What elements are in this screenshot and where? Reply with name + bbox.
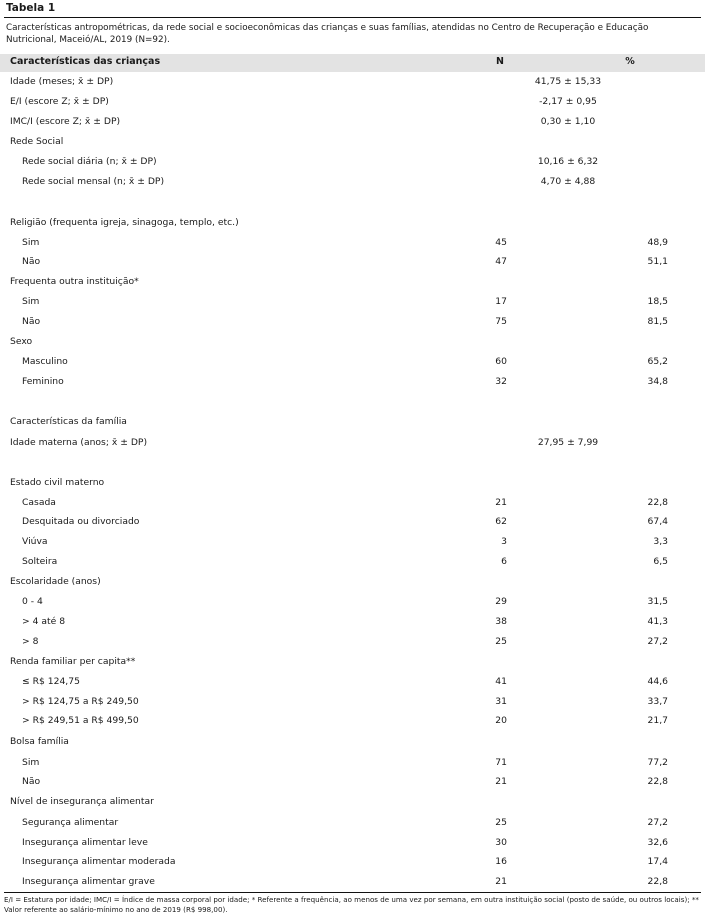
row-percent: 44,6 [647, 676, 668, 687]
row-label: Casada [22, 497, 56, 508]
table-row [0, 437, 705, 453]
row-label: ≤ R$ 124,75 [22, 676, 80, 687]
row-n: 6 [501, 556, 507, 567]
row-label: IMC/I (escore Z; x̄ ± DP) [10, 116, 121, 127]
row-percent: 27,2 [647, 636, 668, 647]
row-label: Insegurança alimentar moderada [22, 856, 176, 867]
row-n: 25 [495, 636, 507, 647]
row-n: 21 [495, 776, 507, 787]
table-row [0, 817, 705, 833]
row-label: Bolsa família [10, 736, 69, 747]
table-row [0, 416, 705, 432]
row-label: Rede social diária (n; x̄ ± DP) [22, 156, 157, 167]
table-row [0, 116, 705, 132]
row-mean-sd: 41,75 ± 15,33 [534, 76, 602, 87]
table-row [0, 696, 705, 712]
row-n: 38 [495, 616, 507, 627]
row-label: Nível de insegurança alimentar [10, 796, 154, 807]
row-n: 45 [495, 237, 507, 248]
row-label: Idade (meses; x̄ ± DP) [10, 76, 114, 87]
table-row [0, 596, 705, 612]
row-percent: 34,8 [647, 376, 668, 387]
row-label: Frequenta outra instituição* [10, 276, 139, 287]
row-mean-sd: 27,95 ± 7,99 [537, 437, 599, 448]
row-mean-sd: 10,16 ± 6,32 [537, 156, 599, 167]
table-row [0, 376, 705, 392]
header-characteristics: Características das crianças [10, 56, 161, 67]
top-rule [4, 17, 701, 18]
row-n: 21 [495, 497, 507, 508]
row-n: 31 [495, 696, 507, 707]
row-label: 0 - 4 [22, 596, 43, 607]
row-n: 41 [495, 676, 507, 687]
row-percent: 21,7 [647, 715, 668, 726]
row-n: 29 [495, 596, 507, 607]
table-row [0, 497, 705, 513]
row-label: Insegurança alimentar leve [22, 837, 148, 848]
row-label: > R$ 249,51 a R$ 499,50 [22, 715, 139, 726]
row-mean-sd: 4,70 ± 4,88 [540, 176, 596, 187]
row-percent: 22,8 [647, 497, 668, 508]
row-n: 25 [495, 817, 507, 828]
row-percent: 18,5 [647, 296, 668, 307]
table-caption: Características antropométricas, da rede social e socioeconômicas das crianças e suas famílias, atendidas no Centro de Recuperação e Educação Nutricional, Maceió/AL, 2019 (N=92). [6, 23, 649, 45]
table-row [0, 536, 705, 552]
table-row [0, 856, 705, 872]
row-label: > R$ 124,75 a R$ 249,50 [22, 696, 139, 707]
row-label: Sexo [10, 336, 33, 347]
table-row [0, 276, 705, 292]
row-percent: 67,4 [647, 516, 668, 527]
row-label: Masculino [22, 356, 68, 367]
row-percent: 6,5 [653, 556, 668, 567]
row-percent: 17,4 [647, 856, 668, 867]
row-label: E/I (escore Z; x̄ ± DP) [10, 96, 109, 107]
row-mean-sd: -2,17 ± 0,95 [539, 96, 597, 107]
row-percent: 32,6 [647, 837, 668, 848]
table-row [0, 837, 705, 853]
table-row [0, 336, 705, 352]
row-percent: 31,5 [647, 596, 668, 607]
row-label: Não [22, 316, 41, 327]
header-n: N [496, 56, 504, 67]
table-row [0, 796, 705, 812]
table-row [0, 736, 705, 752]
table-row [0, 136, 705, 152]
row-percent: 27,2 [647, 817, 668, 828]
row-label: Rede Social [10, 136, 64, 147]
table-row [0, 176, 705, 192]
row-n: 20 [495, 715, 507, 726]
row-percent: 22,8 [647, 876, 668, 887]
row-label: Desquitada ou divorciado [22, 516, 140, 527]
row-label: Não [22, 776, 41, 787]
row-label: Segurança alimentar [22, 817, 119, 828]
table-row [0, 76, 705, 92]
row-percent: 51,1 [647, 256, 668, 267]
table-row [0, 477, 705, 493]
table-row [0, 96, 705, 112]
table-row [0, 876, 705, 892]
row-label: > 4 até 8 [22, 616, 66, 627]
table-row [0, 636, 705, 652]
table-row [0, 776, 705, 792]
table-row [0, 757, 705, 773]
row-label: Insegurança alimentar grave [22, 876, 155, 887]
row-n: 60 [495, 356, 507, 367]
row-label: Religião (frequenta igreja, sinagoga, templo, etc.) [10, 217, 239, 228]
row-percent: 77,2 [647, 757, 668, 768]
table-row [0, 516, 705, 532]
row-label: Feminino [22, 376, 64, 387]
row-mean-sd: 0,30 ± 1,10 [540, 116, 596, 127]
header-percent: % [625, 56, 635, 67]
row-label: Rede social mensal (n; x̄ ± DP) [22, 176, 165, 187]
row-label: Escolaridade (anos) [10, 576, 101, 587]
table-row [0, 356, 705, 372]
row-label: Estado civil materno [10, 477, 105, 488]
row-label: Solteira [22, 556, 58, 567]
row-label: Sim [22, 237, 40, 248]
row-n: 62 [495, 516, 507, 527]
bottom-rule [4, 892, 701, 893]
row-percent: 3,3 [653, 536, 668, 547]
table-header-row [0, 54, 705, 72]
row-n: 71 [495, 757, 507, 768]
row-n: 47 [495, 256, 507, 267]
table-row [0, 715, 705, 731]
table-row [0, 296, 705, 312]
row-label: Não [22, 256, 41, 267]
table-row [0, 256, 705, 272]
row-percent: 41,3 [647, 616, 668, 627]
row-label: Renda familiar per capita** [10, 656, 136, 667]
table-label: Tabela 1 [6, 2, 56, 14]
table-row [0, 676, 705, 692]
table-row [0, 616, 705, 632]
row-percent: 81,5 [647, 316, 668, 327]
row-label: Características da família [10, 416, 127, 427]
row-n: 17 [495, 296, 507, 307]
row-label: Sim [22, 757, 40, 768]
table-row [0, 576, 705, 592]
table-row [0, 156, 705, 172]
row-n: 16 [495, 856, 507, 867]
table-footnote: E/I = Estatura por idade; IMC/I = Índice de massa corporal por idade; * Referente a frequência, ao menos de uma vez por semana, em outra instituição social (posto de saúde, ou outros locais); ** Valor referente ao salário-mínimo no ano de 2019 (R$ 998,00). [4, 895, 699, 914]
row-n: 21 [495, 876, 507, 887]
table-row [0, 656, 705, 672]
row-percent: 48,9 [647, 237, 668, 248]
row-percent: 22,8 [647, 776, 668, 787]
row-label: > 8 [22, 636, 39, 647]
table-row [0, 316, 705, 332]
row-label: Idade materna (anos; x̄ ± DP) [10, 437, 148, 448]
table-row [0, 556, 705, 572]
row-n: 32 [495, 376, 507, 387]
row-n: 75 [495, 316, 507, 327]
row-label: Sim [22, 296, 40, 307]
row-n: 30 [495, 837, 507, 848]
row-percent: 65,2 [647, 356, 668, 367]
table-row [0, 237, 705, 253]
row-n: 3 [501, 536, 507, 547]
table-row [0, 217, 705, 233]
row-label: Viúva [22, 536, 48, 547]
row-percent: 33,7 [647, 696, 668, 707]
